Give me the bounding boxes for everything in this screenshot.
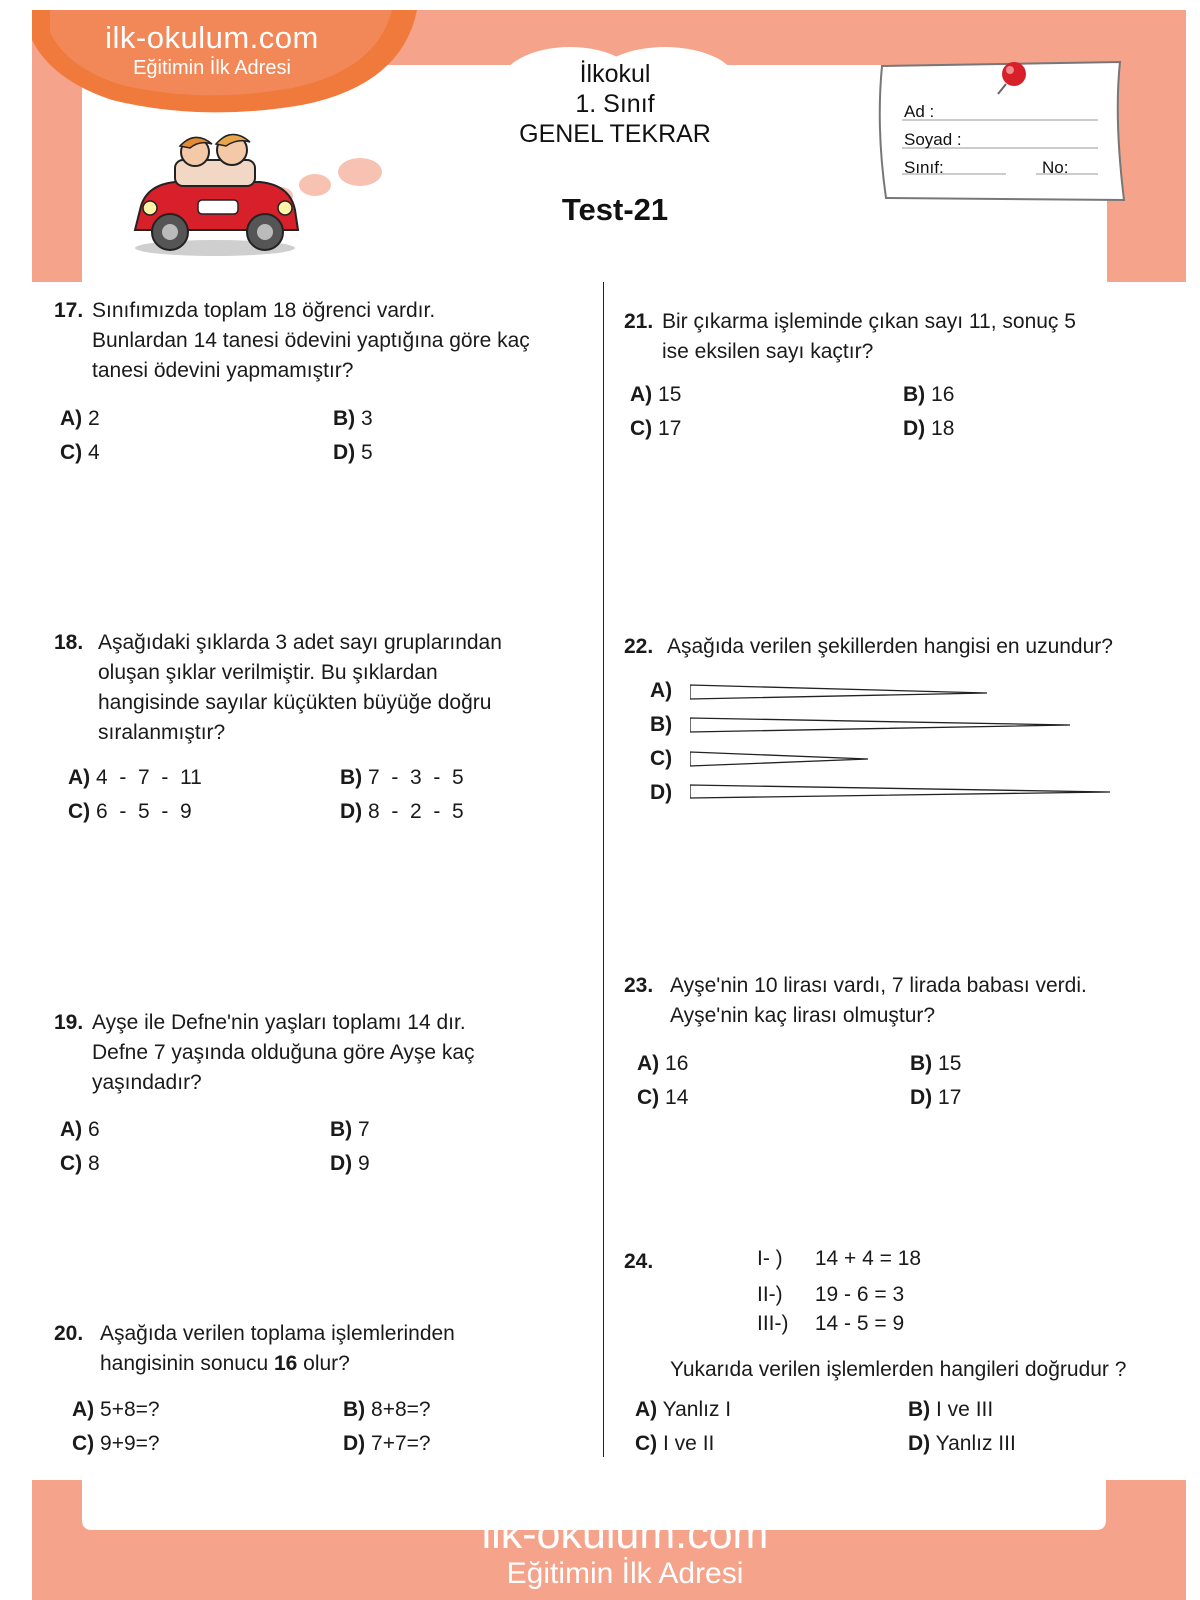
q23-option-a[interactable]: A) 16 <box>637 1052 689 1075</box>
subject-title: GENEL TEKRAR <box>519 120 711 148</box>
school-level: İlkokul <box>579 60 651 88</box>
q24-statement-1: I- ) 14 + 4 = 18 <box>757 1247 922 1270</box>
q24-prompt: Yukarıda verilen işlemlerden hangileri doğrudur ? <box>670 1358 1127 1381</box>
q21-option-b[interactable]: B) 16 <box>903 383 955 406</box>
question-line: Sınıfımızda toplam 18 öğrenci vardır. <box>92 299 436 322</box>
footer-site-name: ilk-okulum.com <box>481 1510 769 1558</box>
shape-a-wedge <box>690 685 987 699</box>
question-line: sıralanmıştır? <box>98 721 226 744</box>
q17-option-c[interactable]: C) 4 <box>60 441 100 464</box>
footer-slogan: Eğitimin İlk Adresi <box>506 1557 744 1590</box>
question-line: oluşan şıklar verilmiştir. Bu şıklardan <box>98 661 438 684</box>
q17-option-d[interactable]: D) 5 <box>333 441 373 464</box>
question-line: Aşağıda verilen şekillerden hangisi en uzundur? <box>667 635 1113 658</box>
shape-d-wedge <box>690 785 1110 798</box>
q20-option-c[interactable]: C) 9+9=? <box>72 1432 160 1455</box>
q24-statement-3: III-) 14 - 5 = 9 <box>757 1312 905 1335</box>
question-line: Defne 7 yaşında olduğuna göre Ayşe kaç <box>92 1041 475 1064</box>
class-field-label: Sınıf: <box>904 158 944 177</box>
q24-option-a[interactable]: A) Yanlız I <box>635 1398 732 1421</box>
q21-option-c[interactable]: C) 17 <box>630 417 682 440</box>
surname-field-label: Soyad : <box>904 130 962 149</box>
question-number: 24. <box>624 1250 654 1273</box>
question-number: 17. <box>54 299 84 322</box>
q22-option-d[interactable]: D) <box>650 781 673 804</box>
q21-option-a[interactable]: A) 15 <box>630 383 682 406</box>
name-field-label: Ad : <box>904 102 935 121</box>
q22-option-c[interactable]: C) <box>650 747 673 770</box>
question-line: tanesi ödevini yapmamıştır? <box>92 359 354 382</box>
q23-option-b[interactable]: B) 15 <box>910 1052 962 1075</box>
question-line: Aşağıda verilen toplama işlemlerinden <box>100 1322 455 1345</box>
car-cartoon-icon <box>120 130 310 260</box>
logo-slogan: Eğitimin İlk Adresi <box>133 57 291 79</box>
grade-label: 1. Sınıf <box>575 90 655 118</box>
number-field-label: No: <box>1042 158 1069 177</box>
q22-option-a[interactable]: A) <box>650 679 673 702</box>
question-line: yaşındadır? <box>92 1071 202 1094</box>
q18-option-a[interactable]: A) 4 - 7 - 11 <box>68 766 202 789</box>
question-line: Ayşe'nin kaç lirası olmuştur? <box>670 1004 936 1027</box>
question-line: Bunlardan 14 tanesi ödevini yaptığına göre kaç <box>92 329 530 352</box>
question-number: 20. <box>54 1322 84 1345</box>
q21-option-d[interactable]: D) 18 <box>903 417 955 440</box>
shape-c-wedge <box>690 752 868 766</box>
q18-option-d[interactable]: D) 8 - 2 - 5 <box>340 800 464 823</box>
question-number: 19. <box>54 1011 84 1034</box>
question-number: 23. <box>624 974 654 997</box>
q24-option-b[interactable]: B) I ve III <box>908 1398 994 1421</box>
q23-option-c[interactable]: C) 14 <box>637 1086 689 1109</box>
q19-option-a[interactable]: A) 6 <box>60 1118 100 1141</box>
q17-option-a[interactable]: A) 2 <box>60 407 100 430</box>
q20-option-b[interactable]: B) 8+8=? <box>343 1398 431 1421</box>
question-number: 18. <box>54 631 84 654</box>
q20-option-a[interactable]: A) 5+8=? <box>72 1398 160 1421</box>
q22-line-shapes <box>690 680 1120 800</box>
q24-option-c[interactable]: C) I ve II <box>635 1432 715 1455</box>
question-line: hangisinin sonucu 16 olur? <box>100 1352 350 1375</box>
q24-option-d[interactable]: D) Yanlız III <box>908 1432 1016 1455</box>
column-divider <box>603 282 604 1457</box>
q18-option-c[interactable]: C) 6 - 5 - 9 <box>68 800 192 823</box>
question-number: 21. <box>624 310 654 333</box>
question-line: Aşağıdaki şıklarda 3 adet sayı gruplarından <box>98 631 502 654</box>
q24-statement-2: II-) 19 - 6 = 3 <box>757 1283 905 1306</box>
question-line: Ayşe ile Defne'nin yaşları toplamı 14 dır. <box>92 1011 466 1034</box>
push-pin-icon <box>992 58 1032 98</box>
q23-option-d[interactable]: D) 17 <box>910 1086 962 1109</box>
question-line: ise eksilen sayı kaçtır? <box>662 340 874 363</box>
question-line: Ayşe'nin 10 lirası vardı, 7 lirada babası verdi. <box>670 974 1087 997</box>
q20-option-d[interactable]: D) 7+7=? <box>343 1432 431 1455</box>
q19-option-b[interactable]: B) 7 <box>330 1118 370 1141</box>
q19-option-d[interactable]: D) 9 <box>330 1152 370 1175</box>
question-line: Bir çıkarma işleminde çıkan sayı 11, sonuç 5 <box>662 310 1076 333</box>
shape-b-wedge <box>690 718 1070 732</box>
logo-site-name: ilk-okulum.com <box>105 20 319 55</box>
q17-option-b[interactable]: B) 3 <box>333 407 373 430</box>
highlighted-number: 16 <box>273 1352 298 1375</box>
question-number: 22. <box>624 635 654 658</box>
q18-option-b[interactable]: B) 7 - 3 - 5 <box>340 766 464 789</box>
question-line: hangisinde sayılar küçükten büyüğe doğru <box>98 691 492 714</box>
q19-option-c[interactable]: C) 8 <box>60 1152 100 1175</box>
test-title: Test-21 <box>561 192 669 227</box>
q22-option-b[interactable]: B) <box>650 713 673 736</box>
